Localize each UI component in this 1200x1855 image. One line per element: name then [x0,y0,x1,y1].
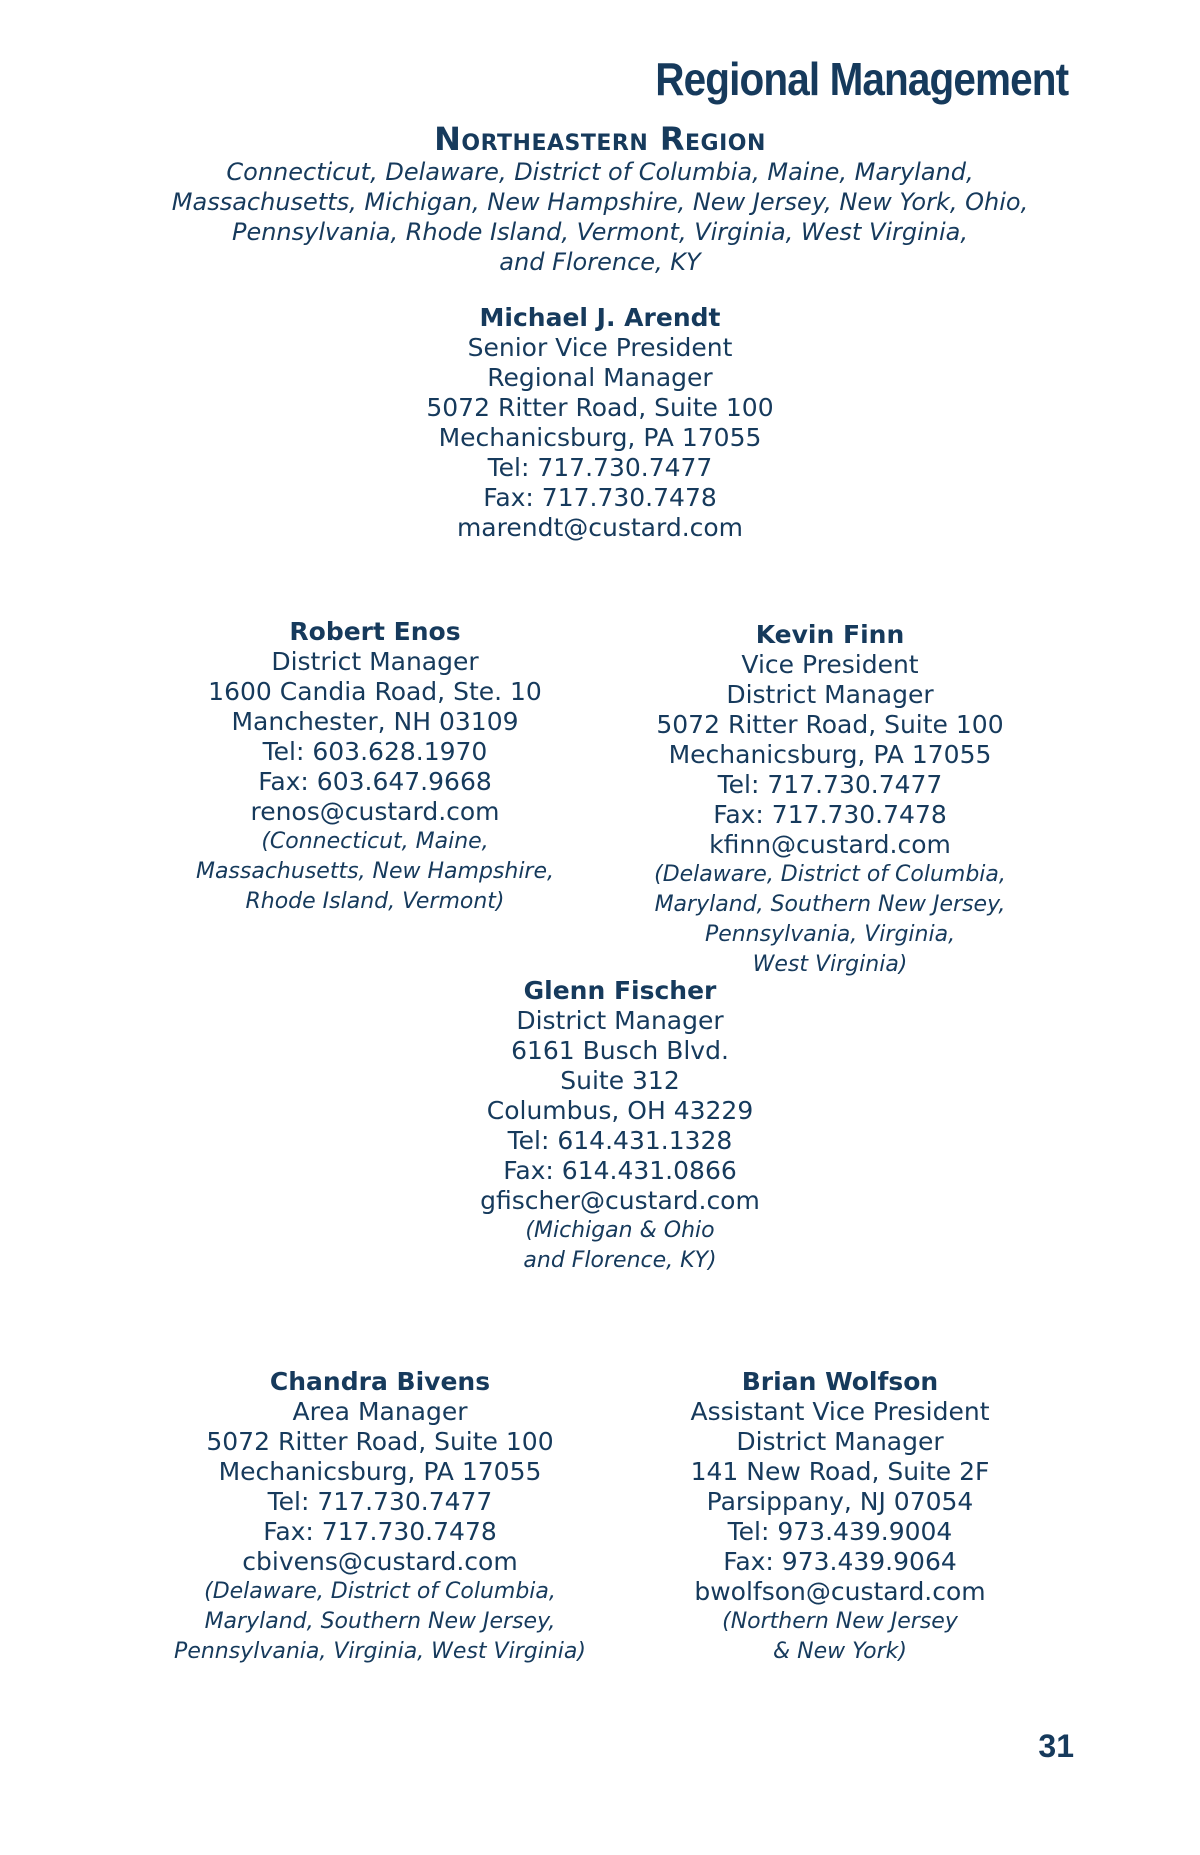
contact-coverage: West Virginia) [752,952,908,977]
contact-address: Mechanicsburg, PA 17055 [438,423,762,452]
contact-address: Manchester, NH 03109 [231,707,519,736]
contact-email[interactable]: kfinn@custard.com [709,830,951,859]
region-title: Northeastern Region [434,120,766,158]
contact-fax: Fax: 717.730.7478 [483,483,717,512]
contact-name: Glenn Fischer [523,976,717,1005]
contact-title: Assistant Vice President [690,1397,990,1426]
contact-email[interactable]: gfischer@custard.com [480,1186,760,1215]
contact-address: Suite 312 [560,1066,680,1095]
contact-coverage: (Connecticut, Maine, [261,829,489,854]
contact-card-enos [175,617,575,917]
contact-address: Parsippany, NJ 07054 [706,1487,974,1516]
contact-coverage: & New York) [773,1639,907,1664]
contact-tel: Tel: 717.730.7477 [267,1487,493,1516]
contact-address: 6161 Busch Blvd. [511,1036,729,1065]
contact-title: Area Manager [292,1397,468,1426]
contact-title: District Manager [726,680,934,709]
contact-card-wolfson [640,1367,1040,1667]
contact-email[interactable]: renos@custard.com [250,797,500,826]
contact-name: Kevin Finn [755,620,905,649]
contact-email[interactable]: bwolfson@custard.com [694,1577,986,1606]
contact-address: 5072 Ritter Road, Suite 100 [426,393,774,422]
contact-card-bivens [160,1367,600,1667]
contact-fax: Fax: 717.730.7478 [713,800,947,829]
contact-coverage: Pennsylvania, Virginia, West Virginia) [174,1639,586,1664]
contact-tel: Tel: 717.730.7477 [717,770,943,799]
region-states-line: Pennsylvania, Rhode Island, Vermont, Virginia, West Virginia, [231,218,969,246]
contact-coverage: and Florence, KY) [523,1248,717,1273]
contact-tel: Tel: 614.431.1328 [507,1126,733,1155]
contact-card-fischer [420,976,820,1276]
contact-name: Brian Wolfson [741,1367,939,1396]
contact-email[interactable]: cbivens@custard.com [242,1547,518,1576]
contact-title: District Manager [516,1006,724,1035]
contact-title: District Manager [271,647,479,676]
page-title: Regional Management [655,53,1068,105]
contact-fax: Fax: 603.647.9668 [258,767,492,796]
contact-fax: Fax: 614.431.0866 [503,1156,737,1185]
contact-address: Columbus, OH 43229 [486,1096,754,1125]
contact-email[interactable]: marendt@custard.com [456,513,744,542]
contact-fax: Fax: 973.439.9064 [723,1547,957,1576]
region-states [0,157,1200,277]
contact-title: District Manager [736,1427,944,1456]
contact-address: 5072 Ritter Road, Suite 100 [206,1427,554,1456]
contact-address: Mechanicsburg, PA 17055 [218,1457,542,1486]
contact-card-arendt [400,303,800,543]
contact-name: Robert Enos [289,617,461,646]
contact-name: Michael J. Arendt [479,303,721,332]
contact-address: Mechanicsburg, PA 17055 [668,740,992,769]
contact-coverage: Maryland, Southern New Jersey, [654,892,1006,917]
region-states-line: and Florence, KY [499,248,701,276]
contact-tel: Tel: 717.730.7477 [487,453,713,482]
contact-address: 141 New Road, Suite 2F [690,1457,990,1486]
contact-coverage: (Delaware, District of Columbia, [654,862,1006,887]
contact-title: Vice President [741,650,919,679]
contact-name: Chandra Bivens [269,1367,491,1396]
contact-coverage: (Michigan & Ohio [525,1218,715,1243]
contact-coverage: Maryland, Southern New Jersey, [204,1609,556,1634]
page-number: 31 [1038,1728,1074,1764]
contact-card-finn [630,620,1030,980]
contact-tel: Tel: 973.439.9004 [727,1517,953,1546]
contact-coverage: Pennsylvania, Virginia, [704,922,956,947]
contact-address: 5072 Ritter Road, Suite 100 [656,710,1004,739]
contact-title: Senior Vice President [467,333,733,362]
region-states-line: Connecticut, Delaware, District of Columbia, Maine, Maryland, [226,158,974,186]
region-states-line: Massachusetts, Michigan, New Hampshire, New Jersey, New York, Ohio, [171,188,1029,216]
contact-coverage: (Northern New Jersey [722,1609,958,1634]
contact-coverage: Massachusetts, New Hampshire, [195,859,555,884]
contact-coverage: (Delaware, District of Columbia, [204,1579,556,1604]
contact-coverage: Rhode Island, Vermont) [245,889,505,914]
contact-address: 1600 Candia Road, Ste. 10 [208,677,542,706]
contact-tel: Tel: 603.628.1970 [262,737,488,766]
contact-title: Regional Manager [487,363,713,392]
contact-fax: Fax: 717.730.7478 [263,1517,497,1546]
